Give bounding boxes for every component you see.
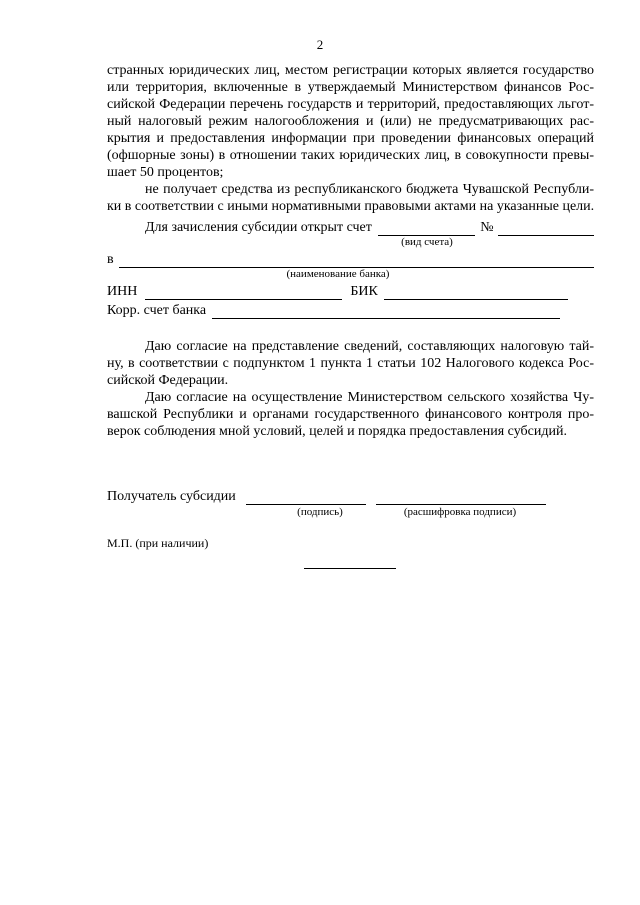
recipient-label: Получатель субсидии bbox=[107, 489, 236, 504]
bank-prefix: в bbox=[107, 252, 114, 267]
signature-field[interactable] bbox=[246, 490, 366, 505]
text-line: ный налоговый режим налогообложения и (или) не предусматривающих рас- bbox=[107, 114, 594, 129]
seal-label: М.П. (при наличии) bbox=[107, 536, 209, 550]
bank-row bbox=[107, 251, 594, 268]
account-row bbox=[107, 219, 594, 236]
text-line: странных юридических лиц, местом регистрации которых является государство bbox=[107, 63, 594, 78]
inn-field[interactable] bbox=[145, 285, 342, 300]
text-line: или территория, включенные в утверждаемый Министерством финансов Рос- bbox=[107, 80, 594, 95]
bank-caption: (наименование банка) bbox=[286, 268, 390, 280]
corr-account-row bbox=[107, 302, 594, 319]
account-number-field[interactable] bbox=[498, 221, 594, 236]
account-label: Для зачисления субсидии открыт счет bbox=[145, 220, 372, 235]
end-separator-line bbox=[304, 568, 396, 569]
text-line: Даю согласие на представление сведений, составляющих налоговую тай- bbox=[145, 339, 594, 354]
text-line: (офшорные зоны) в отношении таких юридических лиц, в совокупности превы- bbox=[107, 148, 594, 163]
bik-field[interactable] bbox=[384, 285, 568, 300]
text-line: сийской Федерации. bbox=[107, 373, 229, 388]
text-line: сийской Федерации перечень государств и территорий, предоставляющих льгот- bbox=[107, 97, 594, 112]
number-sign: № bbox=[480, 220, 494, 235]
text-line: крытия и предоставления информации при проведении финансовых операций bbox=[107, 131, 594, 146]
signature-captions bbox=[107, 505, 594, 519]
account-type-caption: (вид счета) bbox=[401, 236, 453, 248]
signature-row bbox=[107, 488, 594, 505]
document-body bbox=[107, 62, 594, 552]
inn-bik-row bbox=[107, 283, 594, 300]
text-line: верок соблюдения мной условий, целей и порядка предоставления субсидий. bbox=[107, 424, 567, 439]
text-line: шает 50 процентов; bbox=[107, 165, 224, 180]
corr-account-label: Корр. счет банка bbox=[107, 303, 207, 318]
bank-name-field[interactable] bbox=[119, 253, 594, 268]
bik-label: БИК bbox=[350, 284, 378, 299]
inn-label: ИНН bbox=[107, 284, 138, 299]
signature-caption: (подпись) bbox=[297, 506, 343, 518]
text-line: ну, в соответствии с подпунктом 1 пункта 1 статьи 102 Налогового кодекса Рос- bbox=[107, 356, 594, 371]
offshore-paragraph bbox=[107, 62, 594, 181]
tax-consent-paragraph bbox=[107, 338, 594, 389]
text-line: ки в соответствии с иными нормативными правовыми актами на указанные цели. bbox=[107, 199, 595, 214]
signature-decoding-caption: (расшифровка подписи) bbox=[403, 506, 517, 518]
text-line: не получает средства из республиканского бюджета Чувашской Республи- bbox=[145, 182, 594, 197]
text-line: Даю согласие на осуществление Министерством сельского хозяйства Чу- bbox=[145, 390, 594, 405]
account-type-field[interactable] bbox=[378, 221, 475, 236]
text-line: вашской Республики и органами государственного финансового контроля про- bbox=[107, 407, 594, 422]
corr-account-field[interactable] bbox=[212, 304, 560, 319]
signature-decoding-field[interactable] bbox=[376, 490, 546, 505]
page-number: 2 bbox=[316, 37, 324, 52]
audit-consent-paragraph bbox=[107, 389, 594, 440]
budget-paragraph bbox=[107, 181, 594, 215]
